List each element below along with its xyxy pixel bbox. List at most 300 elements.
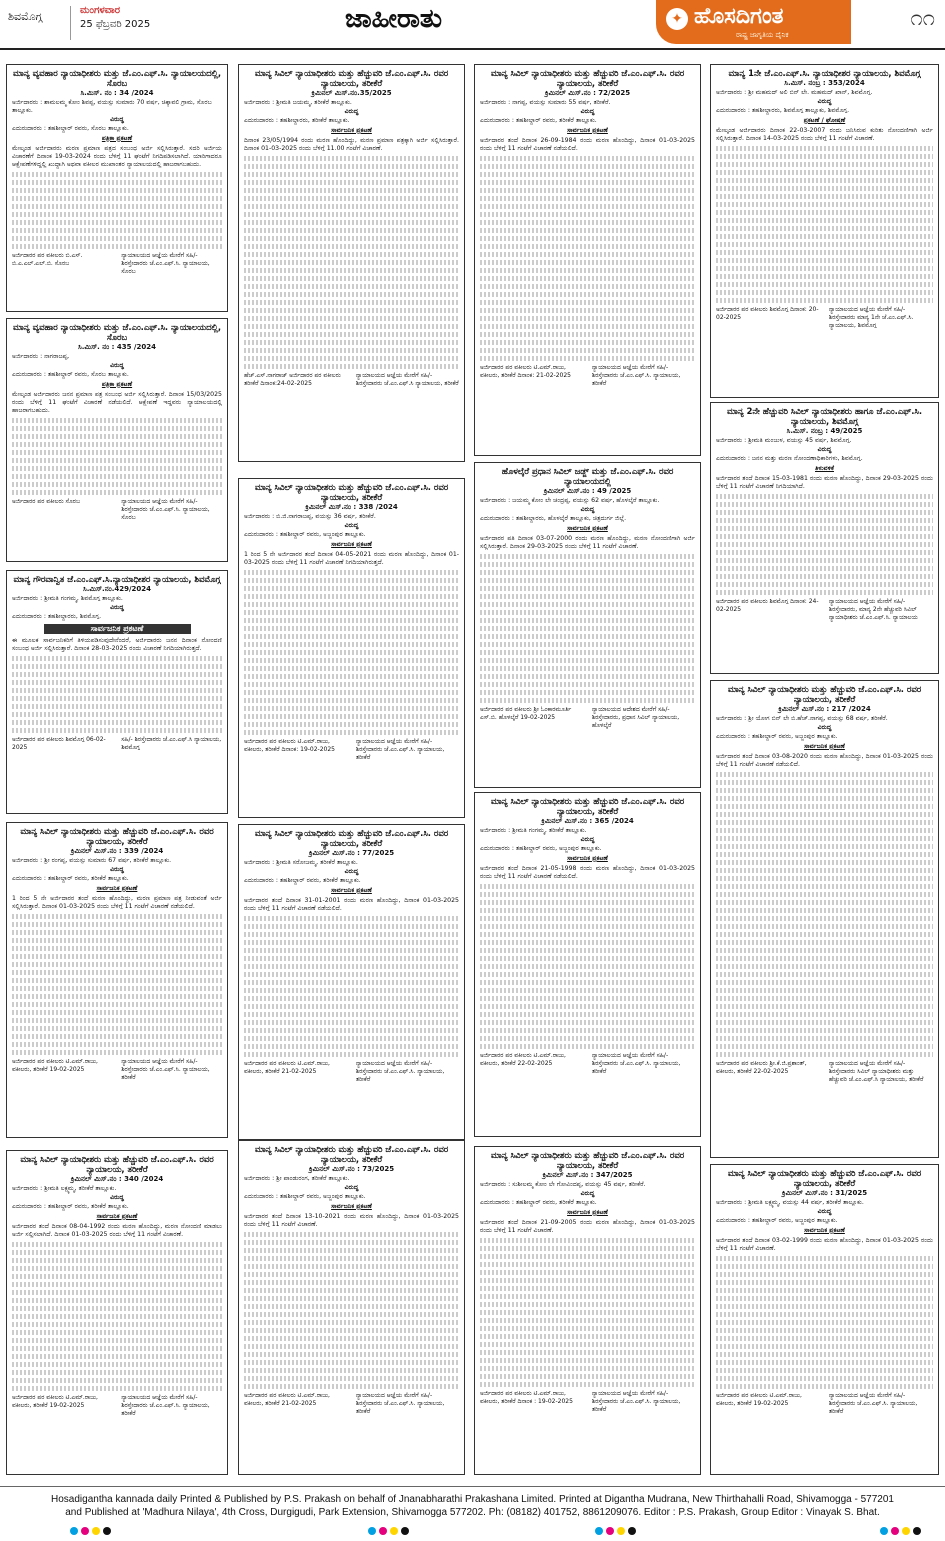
applicant: ಅರ್ಜಿದಾರರು : ಶ್ರೀ ರಂಗಪ್ಪ, ವಯಸ್ಸು ಸುಮಾರು 67 ವರ್ಷ, ತರೀಕೆರೆ ತಾಲ್ಲೂಕು.	[12, 857, 172, 864]
print-texture	[716, 1384, 933, 1389]
print-texture	[480, 1278, 695, 1283]
print-texture	[12, 212, 222, 217]
print-texture	[480, 642, 695, 647]
print-texture	[244, 674, 459, 679]
print-texture	[716, 1288, 933, 1293]
print-texture	[480, 690, 695, 695]
print-texture	[12, 228, 222, 233]
print-texture	[480, 1318, 695, 1323]
signature-block	[12, 1058, 222, 1082]
print-texture	[12, 1050, 222, 1055]
print-texture	[716, 1272, 933, 1277]
print-texture	[480, 172, 695, 177]
print-texture	[480, 602, 695, 607]
advocate-signature: ಅರ್ಜಿದಾರರ ಪರ ವಕೀಲರು ಟಿ.ಎಮ್.ರಾಜು, ವಕೀಲರು, ತರೀಕೆರೆ 19-02-2025	[716, 1392, 802, 1407]
print-texture	[12, 172, 222, 177]
print-texture	[716, 274, 933, 279]
print-texture	[244, 212, 459, 217]
print-texture	[480, 252, 695, 257]
advocate-signature: ಅರ್ಜಿದಾರರ ಪರ ವಕೀಲರು ಟಿ.ಎಮ್.ರಾಜು, ವಕೀಲರು, ತರೀಕೆರೆ ದಿನಾಂಕ : 19-02-2025	[480, 1390, 573, 1405]
print-texture	[244, 316, 459, 321]
print-texture	[12, 180, 222, 185]
print-texture	[244, 244, 459, 249]
print-texture	[244, 1344, 459, 1349]
print-texture	[716, 226, 933, 231]
case-number: ಕ್ರಿಮಿನಲ್ ಮಿಸ್.ನಂ : 77/2025	[308, 849, 395, 857]
print-texture	[480, 1294, 695, 1299]
court-signature: ನ್ಯಾಯಾಲಯದ ಆಜ್ಞೆಯ ಮೇರೆಗೆ ಸಹಿ/- ಶಿರಸ್ತೇದಾರರು ಜೆ.ಎಂ.ಎಫ್.ಸಿ. ನ್ಯಾಯಾಲಯ, ತರೀಕೆರೆ	[591, 1390, 681, 1413]
print-texture	[244, 1028, 459, 1033]
print-texture	[480, 634, 695, 639]
print-texture	[716, 1280, 933, 1285]
court-signature: ನ್ಯಾಯಾಲಯದ ಆಜ್ಞೆಯ ಮೇರೆಗೆ ಸಹಿ/- ಶಿರಸ್ತೇದಾರರು ಜೆ.ಎಂ.ಎಫ್.ಸಿ. ನ್ಯಾಯಾಲಯ, ತರೀಕೆರೆ	[355, 1060, 445, 1083]
signature-block	[244, 738, 459, 762]
versus-label: ವಿರುದ್ಧ	[580, 108, 595, 115]
print-texture	[244, 1248, 459, 1253]
respondent: ಎದುರುದಾರರು : ತಹಶೀಲ್ದಾರ್ ರವರು, ತರೀಕೆರೆ ತಾಲ್ಲೂಕು.	[480, 1199, 597, 1206]
print-texture	[716, 250, 933, 255]
registration-marks-left	[70, 1527, 111, 1535]
masthead[interactable]	[656, 0, 851, 44]
print-texture	[480, 212, 695, 217]
print-texture	[244, 626, 459, 631]
print-texture	[480, 228, 695, 233]
notice-body: ಅರ್ಜಿದಾರರ ತಂದೆ ದಿನಾಂಕ 08-04-1992 ರಂದು ಮರಣ ಹೊಂದಿದ್ದು, ಮರಣ ನೋಂದಣಿ ಮಾಡಲು ಅರ್ಜಿ ಸಲ್ಲಿಸಲಾಗಿದೆ. ದಿನಾಂಕ 01-03-2025 ರಂದು ಬೆಳಿಗ್ಗೆ 11 ಗಂಟೆಗೆ ವಿಚಾರಣೆ.	[12, 1223, 222, 1238]
print-texture	[480, 554, 695, 559]
print-texture	[244, 236, 459, 241]
print-texture	[716, 988, 933, 993]
print-texture	[480, 164, 695, 169]
case-number: ಕ್ರಿಮಿನಲ್ ಮಿಸ್.ನಂ : 49 /2025	[543, 487, 632, 495]
print-texture	[480, 276, 695, 281]
print-texture	[244, 578, 459, 583]
print-texture	[716, 836, 933, 841]
print-texture	[244, 348, 459, 353]
print-texture	[716, 796, 933, 801]
court-notice	[474, 1146, 701, 1475]
print-texture	[12, 720, 222, 725]
print-texture	[716, 1376, 933, 1381]
case-number: ಸಿ.ಮಿಸ್. ನಂ : 435 /2024	[78, 343, 156, 351]
respondent: ಎದುರುದಾರರು : ತಹಶೀಲ್ದಾರ್ ರವರು, ತರೀಕೆರೆ ತಾಲ್ಲೂಕು.	[12, 875, 129, 882]
notice-heading: ಸಾರ್ವಜನಿಕ ಪ್ರಕಟಣೆ	[96, 885, 138, 892]
print-texture	[480, 932, 695, 937]
day-label: ಮಂಗಳವಾರ	[80, 5, 121, 16]
court-signature: ನ್ಯಾಯಾಲಯದ ಆಜ್ಞೆಯ ಮೇರೆಗೆ ಸಹಿ/- ಶಿರಸ್ತೇದಾರರು ಜೆ.ಎಂ.ಎಫ್.ಸಿ. ನ್ಯಾಯಾಲಯ, ಸೊರಬ	[121, 252, 210, 275]
print-texture	[12, 1250, 222, 1255]
print-texture	[480, 324, 695, 329]
notice-title: ಮಾನ್ಯ ಸಿವಿಲ್ ನ್ಯಾಯಾಧೀಶರು ಮತ್ತು ಹೆಚ್ಚುವರಿ ಜೆ.ಎಂ.ಎಫ್.ಸಿ. ರವರ ನ್ಯಾಯಾಲಯ, ತರೀಕೆರೆ	[490, 1150, 685, 1170]
registration-dot	[92, 1527, 100, 1535]
print-texture	[480, 236, 695, 241]
advocate-signature: ಅರ್ಜಿದಾರರ ಪರ ವಕೀಲರು ಟಿ.ಎಮ್.ರಾಜು, ವಕೀಲರು, ತರೀಕೆರೆ 19-02-2025	[12, 1394, 98, 1409]
applicant: ಅರ್ಜಿದಾರರು : ಶ್ರೀಮತಿ ಲಕ್ಷ್ಮಮ್ಮ, ವಯಸ್ಸು 44 ವರ್ಷ, ತರೀಕೆರೆ ತಾಲ್ಲೂಕು.	[716, 1199, 864, 1206]
print-texture	[716, 298, 933, 303]
notice-body: ಅರ್ಜಿದಾರರ ತಂದೆ ದಿನಾಂಕ 03-08-2020 ರಂದು ಮರಣ ಹೊಂದಿದ್ದು, ದಿನಾಂಕ 01-03-2025 ರಂದು ಬೆಳಿಗ್ಗೆ 11 ಗಂಟೆಗೆ ವಿಚಾರಣೆ ನಡೆಯಲಿದೆ.	[716, 753, 933, 768]
print-texture	[480, 650, 695, 655]
print-texture	[244, 940, 459, 945]
applicant: ಅರ್ಜಿದಾರರು : ಬಿ.ಜಿ.ನಾಗರಾಜಪ್ಪ, ವಯಸ್ಸು 36 ವರ್ಷ, ತರೀಕೆರೆ.	[244, 513, 376, 520]
court-notice	[6, 318, 228, 562]
print-texture	[716, 1320, 933, 1325]
registration-dot	[103, 1527, 111, 1535]
print-texture	[480, 268, 695, 273]
notice-body: ಅರ್ಜಿದಾರರ ತಂದೆ ದಿನಾಂಕ 03-02-1999 ರಂದು ಮರಣ ಹೊಂದಿದ್ದು, ದಿನಾಂಕ 01-03-2025 ರಂದು ಬೆಳಿಗ್ಗೆ 11 ಗಂಟೆಗೆ ವಿಚಾರಣೆ.	[716, 1237, 933, 1252]
registration-dot	[81, 1527, 89, 1535]
print-texture	[716, 924, 933, 929]
notice-title: ಮಾನ್ಯ ಗೌರವಾನ್ವಿತ ಜೆ.ಎಂ.ಎಫ್.ಸಿ.ನ್ಯಾಯಾಧೀಶರ ನ್ಯಾಯಾಲಯ, ಶಿವಮೊಗ್ಗ	[13, 574, 221, 584]
print-texture	[480, 1342, 695, 1347]
print-texture	[716, 266, 933, 271]
print-texture	[244, 690, 459, 695]
print-texture	[12, 1010, 222, 1015]
print-texture	[716, 210, 933, 215]
print-texture	[12, 1274, 222, 1279]
print-texture	[480, 626, 695, 631]
print-texture	[244, 1240, 459, 1245]
print-texture	[244, 1352, 459, 1357]
print-texture	[716, 258, 933, 263]
print-texture	[716, 1028, 933, 1033]
print-texture	[716, 772, 933, 777]
notice-title: ಮಾನ್ಯ ಸಿವಿಲ್ ನ್ಯಾಯಾಧೀಶರು ಮತ್ತು ಹೆಚ್ಚುವರಿ ಜೆ.ಎಂ.ಎಫ್.ಸಿ. ರವರ ನ್ಯಾಯಾಲಯ, ತರೀಕೆರೆ	[20, 826, 214, 846]
signature-block	[716, 598, 933, 622]
print-texture	[480, 924, 695, 929]
respondent: ಎದುರುದಾರರು : ತಹಶೀಲ್ದಾರ್ ರವರು, ಅಜ್ಜಂಪುರ ತಾಲ್ಲೂಕು.	[244, 531, 366, 538]
print-texture	[12, 938, 222, 943]
print-texture	[244, 188, 459, 193]
court-signature: ನ್ಯಾಯಾಲಯದ ಆಜ್ಞೆಯ ಮೇರೆಗೆ ಸಹಿ/- ಶಿರಸ್ತೇದಾರರು ಮಾನ್ಯ 1ನೇ ಜೆ.ಎಂ.ಎಫ್.ಸಿ. ನ್ಯಾಯಾಲಯ, ಶಿವಮೊಗ್ಗ	[828, 306, 914, 329]
notice-heading: ತಿಳುವಳಿಕೆ	[815, 465, 834, 472]
print-texture	[716, 948, 933, 953]
print-texture	[716, 1044, 933, 1049]
print-texture	[12, 930, 222, 935]
print-texture	[244, 196, 459, 201]
print-texture	[716, 510, 933, 515]
versus-label: ವಿರುದ್ಧ	[344, 868, 359, 875]
advocate-signature: ಅರ್ಜಿದಾರರ ಪರ ವಕೀಲರು ಟಿ.ಎಮ್.ರಾಜು, ವಕೀಲರು, ತರೀಕೆರೆ 19-02-2025	[12, 1058, 98, 1073]
signature-block	[716, 306, 933, 330]
print-texture	[716, 526, 933, 531]
print-texture	[716, 940, 933, 945]
print-texture	[244, 956, 459, 961]
applicant: ಅರ್ಜಿದಾರರು : ಶ್ರೀಮತಿ ಗಂಗಮ್ಮ, ತರೀಕೆರೆ ತಾಲ್ಲೂಕು.	[480, 827, 587, 834]
print-texture	[480, 1246, 695, 1251]
court-notice	[474, 64, 701, 456]
print-texture	[716, 1020, 933, 1025]
print-texture	[716, 916, 933, 921]
print-texture	[244, 666, 459, 671]
dateline	[80, 4, 150, 32]
print-texture	[12, 458, 222, 463]
print-texture	[480, 1350, 695, 1355]
print-texture	[480, 594, 695, 599]
print-texture	[244, 1272, 459, 1277]
print-texture	[480, 316, 695, 321]
print-texture	[12, 986, 222, 991]
print-texture	[12, 1370, 222, 1375]
page-header	[0, 0, 945, 50]
signature-block	[480, 706, 695, 730]
signature-block	[480, 1390, 695, 1414]
print-texture	[716, 1312, 933, 1317]
notice-body: ಈ ಮೂಲಕ ಸಾರ್ವಜನಿಕರಿಗೆ ತಿಳಿಯಪಡಿಸುವುದೇನೆಂದರೆ, ಅರ್ಜಿದಾರರು ಜನನ ದಿನಾಂಕ ನೋಂದಣಿ ಸಂಬಂಧ ಅರ್ಜಿ ಸಲ್ಲಿಸಿರುತ್ತಾರೆ. ದಿನಾಂಕ 28-03-2025 ರಂದು ವಿಚಾರಣೆ ನಿಗದಿಯಾಗಿರುತ್ತದೆ.	[12, 637, 222, 652]
court-notice	[710, 680, 939, 1158]
print-texture	[716, 550, 933, 555]
print-texture	[480, 1044, 695, 1049]
print-texture	[716, 1052, 933, 1057]
print-texture	[244, 1376, 459, 1381]
print-texture	[716, 290, 933, 295]
print-texture	[480, 610, 695, 615]
advocate-signature: ಅರ್ಜಿದಾರರ ಪರ ವಕೀಲರು ಟಿ.ಎಮ್.ರಾಜು, ವಕೀಲರು, ತರೀಕೆರೆ ದಿನಾಂಕ: 19-02-2025	[244, 738, 335, 753]
respondent: ಎದುರುದಾರರು : ತಹಶೀಲ್ದಾರ್ ರವರು, ಅಜ್ಜಂಪುರ ತಾಲ್ಲೂಕು.	[480, 845, 602, 852]
applicant: ಅರ್ಜಿದಾರರು : ಶ್ರೀಮತಿ ಜಯಮ್ಮ, ತರೀಕೆರೆ ತಾಲ್ಲೂಕು.	[244, 99, 352, 106]
versus-label: ವಿರುದ್ಧ	[580, 506, 595, 513]
signature-block	[12, 736, 222, 752]
court-signature: ನ್ಯಾಯಾಲಯದ ಆಜ್ಞೆಯ ಮೇರೆಗೆ ಸಹಿ/- ಶಿರಸ್ತೇದಾರರು ಜೆ.ಎಂ.ಎಫ್.ಸಿ. ನ್ಯಾಯಾಲಯ, ತರೀಕೆರೆ	[355, 738, 445, 761]
print-texture	[480, 1020, 695, 1025]
print-texture	[244, 1296, 459, 1301]
print-texture	[12, 244, 222, 249]
versus-label: ವಿರುದ್ಧ	[817, 1208, 832, 1215]
print-texture	[716, 218, 933, 223]
print-texture	[244, 634, 459, 639]
case-number: ಸಿ.ಮಿಸ್. ನಂ : 34 /2024	[80, 89, 154, 97]
print-texture	[716, 566, 933, 571]
court-signature: ನ್ಯಾಯಾಲಯದ ಆಜ್ಞೆಯ ಮೇರೆಗೆ ಸಹಿ/- ಶಿರಸ್ತೇದಾರರು ಜೆ.ಎಂ.ಎಫ್.ಸಿ. ನ್ಯಾಯಾಲಯ, ತರೀಕೆರೆ	[121, 1394, 210, 1417]
print-texture	[480, 260, 695, 265]
versus-label: ವಿರುದ್ಧ	[344, 522, 359, 529]
advocate-signature: ಅರ್ಜಿದಾರರ ಪರ ವಕೀಲರು ಬಿ.ಎಸ್. ಬಿ.ಎ.ಎಲ್.ಎಲ್.ಬಿ. ಸೊರಬ	[12, 252, 83, 267]
print-texture	[12, 474, 222, 479]
print-texture	[480, 1270, 695, 1275]
case-number: ಕ್ರಿಮಿನಲ್ ಮಿಸ್.ನಂ : 340 /2024	[70, 1175, 164, 1183]
print-texture	[244, 586, 459, 591]
signature-block	[480, 364, 695, 388]
print-texture	[12, 994, 222, 999]
signature-block	[480, 1052, 695, 1076]
notice-body: ಅರ್ಜಿದಾರರ ತಂದೆ ದಿನಾಂಕ 15-03-1981 ರಂದು ಮರಣ ಹೊಂದಿದ್ದು, ದಿನಾಂಕ 29-03-2025 ರಂದು ಬೆಳಿಗ್ಗೆ 11 ಗಂಟೆಗೆ ವಿಚಾರಣೆ ನಿಗದಿಯಾಗಿದೆ.	[716, 475, 933, 490]
notice-body: 1 ರಿಂದ 5 ನೇ ಅರ್ಜಿದಾರರ ತಂದೆ ದಿನಾಂಕ 04-05-2021 ರಂದು ಮರಣ ಹೊಂದಿದ್ದು, ದಿನಾಂಕ 01-03-2025 ರಂದು ಬೆಳಿಗ್ಗೆ 11 ಗಂಟೆಗೆ ವಿಚಾರಣೆ ನಿಗದಿಯಾಗಿರುತ್ತದೆ.	[244, 551, 459, 566]
print-texture	[244, 1004, 459, 1009]
print-texture	[716, 1004, 933, 1009]
case-number: ಸಿ.ಮಿಸ್. ನಂಬ್ರ : 353/2024	[784, 79, 865, 87]
court-notice	[238, 824, 465, 1140]
print-texture	[716, 1344, 933, 1349]
notice-title: ಮಾನ್ಯ ಸಿವಿಲ್ ನ್ಯಾಯಾಧೀಶರು ಮತ್ತು ಹೆಚ್ಚುವರಿ ಜೆ.ಎಂ.ಎಫ್.ಸಿ. ರವರ ನ್ಯಾಯಾಲಯ, ತರೀಕೆರೆ	[254, 1144, 449, 1164]
print-texture	[716, 900, 933, 905]
print-texture	[12, 1282, 222, 1287]
print-texture	[716, 1012, 933, 1017]
registration-marks-center-left	[368, 1527, 409, 1535]
court-signature: ನ್ಯಾಯಾಲಯದ ಆಜ್ಞೆಯ ಮೇರೆಗೆ ಸಹಿ/- ಶಿರಸ್ತೇದಾರರು ಜೆ.ಎಂ.ಎಫ್.ಸಿ. ನ್ಯಾಯಾಲಯ, ತರೀಕೆರೆ	[355, 1392, 445, 1415]
print-texture	[716, 804, 933, 809]
notice-title: ಮಾನ್ಯ ವ್ಯವಹಾರ ನ್ಯಾಯಾಧೀಶರು ಮತ್ತು ಜೆ.ಎಂ.ಎಫ್.ಸಿ. ನ್ಯಾಯಾಲಯದಲ್ಲಿ, ಸೊರಬ	[12, 322, 222, 342]
court-notice	[238, 64, 465, 462]
print-texture	[12, 450, 222, 455]
page-number: ೧೧	[910, 6, 935, 31]
registration-dot	[617, 1527, 625, 1535]
print-texture	[12, 1322, 222, 1327]
print-texture	[716, 534, 933, 539]
print-texture	[244, 1232, 459, 1237]
notice-heading: ಸಾರ್ವಜನಿಕ ಪ್ರಕಟಣೆ	[331, 127, 372, 134]
case-number: ಕ್ರಿಮಿನಲ್ ಮಿಸ್.ನಂ : 365 /2024	[541, 817, 634, 825]
print-texture	[716, 1328, 933, 1333]
registration-dot	[595, 1527, 603, 1535]
print-texture	[480, 332, 695, 337]
print-texture	[716, 178, 933, 183]
print-texture	[244, 1368, 459, 1373]
print-texture	[12, 490, 222, 495]
print-texture	[244, 324, 459, 329]
notice-body: ಅರ್ಜಿದಾರರ ತಂದೆ ದಿನಾಂಕ 13-10-2021 ರಂದು ಮರಣ ಹೊಂದಿದ್ದು, ದಿನಾಂಕ 01-03-2025 ರಂದು ಬೆಳಿಗ್ಗೆ 11 ಗಂಟೆಗೆ ವಿಚಾರಣೆ.	[244, 1213, 459, 1228]
print-texture	[12, 1338, 222, 1343]
registration-dot	[70, 1527, 78, 1535]
date-label: 25 ಫೆಬ್ರವರಿ 2025	[80, 19, 151, 30]
advocate-signature: ಅರ್ಜಿದಾರರ ಪರ ವಕೀಲರು ಟಿ.ಎಮ್.ರಾಜು, ವಕೀಲರು, ತರೀಕೆರೆ ದಿನಾಂಕ: 21-02-2025	[480, 364, 571, 379]
registration-marks-right	[880, 1527, 921, 1535]
advocate-signature: ಅರ್ಜಿದಾರರ ಪರ ವಕೀಲರು ಟಿ.ಎಮ್.ರಾಜು, ವಕೀಲರು, ತರೀಕೆರೆ 21-02-2025	[244, 1060, 330, 1075]
print-texture	[716, 860, 933, 865]
print-texture	[12, 1378, 222, 1383]
advocate-signature: ಅರ್ಜಿದಾರರ ಪರ ವಕೀಲರು ಸೊರಬ	[12, 498, 81, 505]
signature-block	[244, 372, 459, 388]
print-texture	[12, 196, 222, 201]
court-signature: ನ್ಯಾಯಾಲಯದ ಆಜ್ಞೆಯ ಮೇರೆಗೆ ಸಹಿ/- ಶಿರಸ್ತೇದಾರರು ಜೆ.ಎಂ.ಎಫ್.ಸಿ. ನ್ಯಾಯಾಲಯ, ಸೊರಬ	[121, 498, 210, 521]
print-texture	[480, 972, 695, 977]
print-texture	[244, 1044, 459, 1049]
print-texture	[716, 502, 933, 507]
print-texture	[716, 956, 933, 961]
court-signature: ನ್ಯಾಯಾಲಯದ ಆಜ್ಞೆಯ ಮೇರೆಗೆ ಸಹಿ/- ಶಿರಸ್ತೇದಾರರು ಜೆ.ಎಂ.ಎಫ್.ಸಿ. ನ್ಯಾಯಾಲಯ, ತರೀಕೆರೆ	[591, 364, 681, 387]
respondent: ಎದುರುದಾರರು : ಜನನ ಮತ್ತು ಮರಣ ನೋಂದಣಾಧಿಕಾರಿಗಳು, ಶಿವಮೊಗ್ಗ.	[716, 455, 863, 462]
print-texture	[480, 196, 695, 201]
print-texture	[480, 578, 695, 583]
print-texture	[480, 156, 695, 161]
court-notice	[710, 1164, 939, 1475]
notice-title: ಮಾನ್ಯ ಸಿವಿಲ್ ನ್ಯಾಯಾಧೀಶರು ಮತ್ತು ಹೆಚ್ಚುವರಿ ಜೆ.ಎಂ.ಎಫ್.ಸಿ. ರವರ ನ್ಯಾಯಾಲಯ, ತರೀಕೆರೆ	[254, 482, 449, 502]
applicant: ಅರ್ಜಿದಾರರು : ಶಾಮಲಮ್ಮ ಕೋಂ ಶಿವಪ್ಪ, ವಯಸ್ಸು ಸುಮಾರು 70 ವರ್ಷ, ಚಿಕ್ಕಾವಲಿ ಗ್ರಾಮ, ಸೊರಬ ತಾಲ್ಲೂಕು.	[12, 99, 212, 114]
imprint-footer	[0, 1486, 945, 1541]
registration-marks-center-right	[595, 1527, 636, 1535]
print-texture	[716, 852, 933, 857]
print-texture	[12, 434, 222, 439]
print-texture	[244, 996, 459, 1001]
advocate-signature: ಅರ್ಜಿದಾರರ ಪರ ವಕೀಲರು ಶ್ರೀ.ಕೆ.ಜಿ.ಪ್ರಶಾಂತ್, ವಕೀಲರು, ತರೀಕೆರೆ 22-02-2025	[716, 1060, 807, 1075]
print-texture	[716, 494, 933, 499]
notice-title: ಮಾನ್ಯ ಸಿವಿಲ್ ನ್ಯಾಯಾಧೀಶರು ಮತ್ತು ಹೆಚ್ಚುವರಿ ಜೆ.ಎಂ.ಎಫ್.ಸಿ. ರವರ ನ್ಯಾಯಾಲಯ, ತರೀಕೆರೆ	[490, 796, 685, 816]
print-texture	[480, 244, 695, 249]
court-signature: ಸಹಿ/- ಶಿರಸ್ತೇದಾರರು ಜೆ.ಎಂ.ಎಫ್.ಸಿ ನ್ಯಾಯಾಲಯ, ಶಿವಮೊಗ್ಗ	[121, 736, 222, 751]
print-texture	[12, 1386, 222, 1391]
print-texture	[716, 242, 933, 247]
advocate-signature: ಹೆಚ್.ಎಸ್.ನಾಗರಾಜ್ ಅರ್ಜಿದಾರರ ಪರ ವಕೀಲರು ತರೀಕೆರೆ ದಿನಾಂಕ:24-02-2025	[244, 372, 341, 387]
applicant: ಅರ್ಜಿದಾರರು : ಸುಶೀಲಮ್ಮ ಕೋಂ ಲೇ ಗೋವಿಂದಪ್ಪ, ವಯಸ್ಸು 45 ವರ್ಷ, ತರೀಕೆರೆ.	[480, 1181, 646, 1188]
print-texture	[244, 730, 459, 735]
applicant: ಅರ್ಜಿದಾರರು : ಶ್ರೀಮತಿ ಲಕ್ಷ್ಮಮ್ಮ, ತರೀಕೆರೆ ತಾಲ್ಲೂಕು.	[12, 1185, 117, 1192]
print-texture	[12, 712, 222, 717]
print-texture	[244, 268, 459, 273]
print-texture	[716, 972, 933, 977]
print-texture	[244, 308, 459, 313]
court-notice	[6, 1150, 228, 1475]
print-texture	[716, 1036, 933, 1041]
print-texture	[716, 1336, 933, 1341]
print-texture	[244, 1264, 459, 1269]
print-texture	[12, 962, 222, 967]
print-texture	[716, 980, 933, 985]
print-texture	[244, 300, 459, 305]
print-texture	[12, 970, 222, 975]
notice-heading: ಪತ್ರಿಕಾ ಪ್ರಕಟಣೆ	[101, 135, 133, 142]
signature-block	[12, 1394, 222, 1418]
print-texture	[480, 682, 695, 687]
print-texture	[480, 1286, 695, 1291]
respondent: ಎದುರುದಾರರು : ತಹಶೀಲ್ದಾರರು, ಹೊಳಲ್ಕೆರೆ ತಾಲ್ಲೂಕು, ಚಿತ್ರದುರ್ಗ ಜಿಲ್ಲೆ.	[480, 515, 627, 522]
case-number: ಕ್ರಿಮಿನಲ್ ಮಿಸ್.ನಂ : 347/2025	[542, 1171, 633, 1179]
print-texture	[244, 364, 459, 369]
print-texture	[244, 988, 459, 993]
print-texture	[244, 1384, 459, 1389]
print-texture	[716, 1352, 933, 1357]
respondent: ಎದುರುದಾರರು : ತಹಶೀಲ್ದಾರರು, ಶಿವಮೊಗ್ಗ ತಾಲ್ಲೂಕು, ಶಿವಮೊಗ್ಗ.	[716, 107, 850, 114]
print-texture	[12, 680, 222, 685]
print-texture	[12, 1354, 222, 1359]
print-texture	[480, 892, 695, 897]
print-texture	[244, 332, 459, 337]
print-texture	[716, 234, 933, 239]
versus-label: ವಿರುದ್ಧ	[344, 108, 359, 115]
print-texture	[12, 442, 222, 447]
print-texture	[244, 340, 459, 345]
print-texture	[716, 162, 933, 167]
respondent: ಎದುರುದಾರರು : ತಹಶೀಲ್ದಾರ್ ರವರು, ಅಜ್ಜಂಪುರ ತಾಲ್ಲೂಕು.	[244, 1193, 366, 1200]
court-signature: ನ್ಯಾಯಾಲಯದ ಆದೇಶದ ಮೇರೆಗೆ ಸಹಿ/- ಶಿರಸ್ತೇದಾರರು, ಪ್ರಧಾನ ಸಿವಿಲ್ ನ್ಯಾಯಾಲಯ, ಹೊಳಲ್ಕೆರೆ	[591, 706, 680, 729]
divider	[70, 6, 71, 40]
print-texture	[480, 980, 695, 985]
notice-body: ಅರ್ಜಿದಾರರ ತಂದೆ ದಿನಾಂಕ 21-09-2005 ರಂದು ಮರಣ ಹೊಂದಿದ್ದು, ದಿನಾಂಕ 01-03-2025 ರಂದು ಬೆಳಿಗ್ಗೆ 11 ಗಂಟೆಗೆ ವಿಚಾರಣೆ.	[480, 1219, 695, 1234]
court-notice	[6, 64, 228, 312]
notice-heading: ಸಾರ್ವಜನಿಕ ಪ್ರಕಟಣೆ	[331, 541, 372, 548]
print-texture	[244, 980, 459, 985]
court-signature: ನ್ಯಾಯಾಲಯದ ಆಜ್ಞೆಯ ಮೇರೆಗೆ ಸಹಿ/- ಶಿರಸ್ತೇದಾರರು ಜೆ.ಎಂ.ಎಫ್.ಸಿ ನ್ಯಾಯಾಲಯ, ತರೀಕೆರೆ	[355, 372, 459, 387]
print-texture	[716, 542, 933, 547]
print-texture	[244, 1328, 459, 1333]
case-number: ಸಿ.ಮಿಸ್.ನಂ.429/2024	[82, 585, 151, 593]
print-texture	[480, 1310, 695, 1315]
print-texture	[244, 698, 459, 703]
notice-body: ಅರ್ಜಿದಾರರ ತಂದೆ ದಿನಾಂಕ 21-05-1998 ರಂದು ಮರಣ ಹೊಂದಿದ್ದು, ದಿನಾಂಕ 01-03-2025 ರಂದು ಬೆಳಿಗ್ಗೆ 11 ಗಂಟೆಗೆ ವಿಚಾರಣೆ ನಡೆಯಲಿದೆ.	[480, 865, 695, 880]
print-texture	[244, 642, 459, 647]
notice-heading: ಸಾರ್ವಜನಿಕ ಪ್ರಕಟಣೆ	[567, 525, 608, 532]
print-texture	[12, 1242, 222, 1247]
print-texture	[480, 562, 695, 567]
registration-dot	[368, 1527, 376, 1535]
print-texture	[12, 1306, 222, 1311]
court-signature: ನ್ಯಾಯಾಲಯದ ಆಜ್ಞೆಯ ಮೇರೆಗೆ ಸಹಿ/- ಶಿರಸ್ತೇದಾರರು, ಮಾನ್ಯ 2ನೇ ಹೆಚ್ಚುವರಿ ಸಿವಿಲ್ ನ್ಯಾಯಾಧೀಶರು ಜೆ.ಎಂ.ಎಫ್.ಸಿ. ನ್ಯಾಯಾಲಯ	[828, 598, 918, 621]
court-signature: ನ್ಯಾಯಾಲಯದ ಆಜ್ಞೆಯ ಮೇರೆಗೆ ಸಹಿ/- ಶಿರಸ್ತೇದಾರರು ಜೆ.ಎಂ.ಎಫ್.ಸಿ. ನ್ಯಾಯಾಲಯ, ತರೀಕೆರೆ	[591, 1052, 681, 1075]
print-texture	[480, 964, 695, 969]
print-texture	[480, 308, 695, 313]
print-texture	[716, 154, 933, 159]
print-texture	[480, 908, 695, 913]
print-texture	[244, 1256, 459, 1261]
print-texture	[480, 956, 695, 961]
print-texture	[716, 518, 933, 523]
print-texture	[716, 582, 933, 587]
